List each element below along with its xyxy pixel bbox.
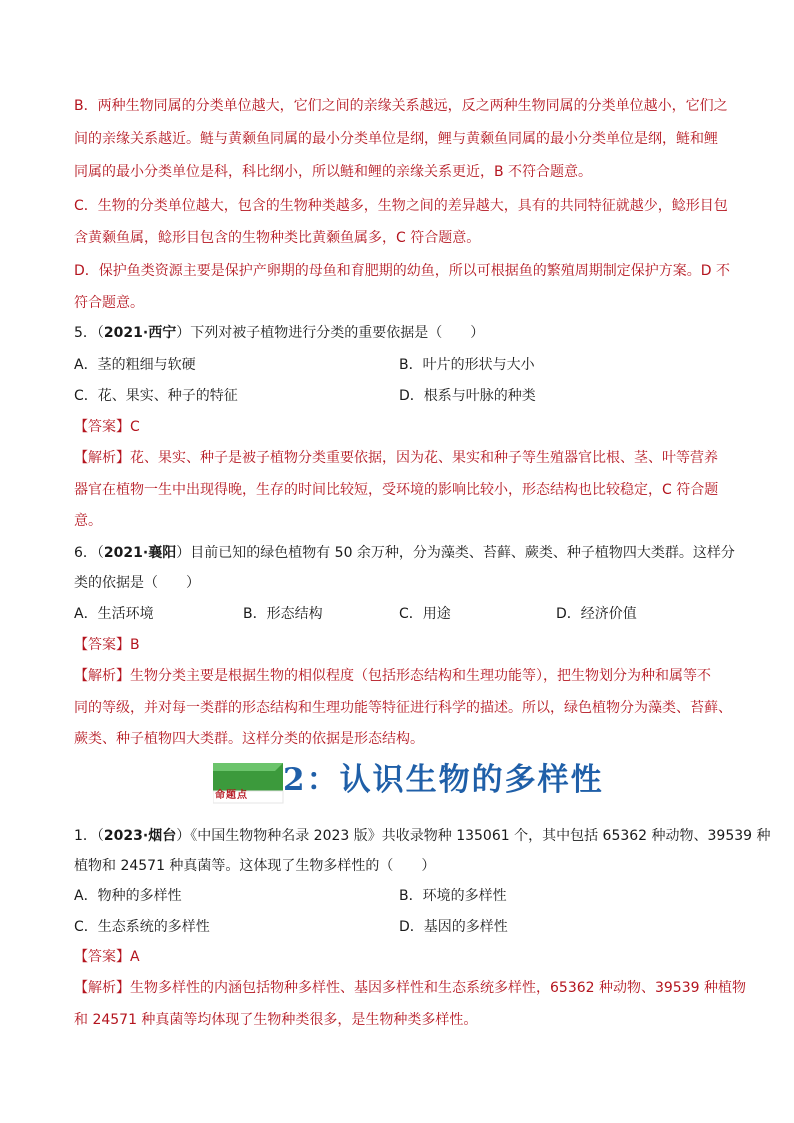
q1-answer (74, 947, 140, 967)
q1-option-c: C．生态系统的多样性 (74, 919, 210, 935)
answer-value: C (130, 419, 140, 435)
question-number: 1．（ (74, 828, 104, 844)
q5-option-b: B．叶片的形状与大小 (399, 357, 535, 373)
question-text: ）下列对被子植物进行分类的重要依据是（ ） (176, 325, 485, 341)
question-1-stem-line-2: 植物和 24571 种真菌等。这体现了生物多样性的（ ） (74, 858, 436, 874)
q1-analysis-line-2: 和 24571 种真菌等均体现了生物种类很多，是生物种类多样性。 (74, 1012, 478, 1028)
analysis-tag: 【解析】 (74, 450, 130, 466)
q5-option-a: A．茎的粗细与软硬 (74, 357, 196, 373)
question-text: ）目前已知的绿色植物有 50 余万种，分为藻类、苔藓、蕨类、种子植物四大类群。这样分 (176, 545, 735, 561)
section-title: 2：认识生物的多样性 (283, 762, 604, 798)
section-badge: 命题点 (215, 790, 248, 801)
analysis-tag: 【解析】 (74, 980, 130, 996)
question-1-stem-line-1 (74, 826, 771, 846)
analysis-text: 生物分类主要是根据生物的相似程度（包括形态结构和生理功能等），把生物划分为种和属等不 (130, 668, 711, 684)
question-source: 2021·襄阳 (103, 545, 177, 561)
explanation-b-line-2: 间的亲缘关系越近。鲢与黄颡鱼同属的最小分类单位是纲，鲤与黄颡鱼同属的最小分类单位是纲，鲢和鲤 (74, 131, 718, 147)
q6-analysis-line-3: 蕨类、种子植物四大类群。这样分类的依据是形态结构。 (74, 731, 424, 747)
analysis-tag: 【解析】 (74, 668, 130, 684)
q5-analysis-line-3: 意。 (74, 513, 102, 529)
q5-answer (74, 417, 140, 437)
q6-option-c: C．用途 (399, 606, 451, 622)
q6-option-b: B．形态结构 (243, 606, 323, 622)
q6-answer (74, 635, 140, 655)
q1-option-b: B．环境的多样性 (399, 888, 507, 904)
answer-tag: 【答案】 (74, 949, 130, 965)
question-source: 2023·烟台 (103, 828, 177, 844)
explanation-c-line-1: C．生物的分类单位越大，包含的生物种类越多，生物之间的差异越大，具有的共同特征就越少，鲶形目包 (74, 198, 728, 214)
question-5-stem (74, 323, 484, 343)
question-text: ）《中国生物物种名录 2023 版》共收录物种 135061 个，其中包括 65362 种动物、39539 种 (176, 828, 771, 844)
explanation-b-line-3: 同属的最小分类单位是科，科比纲小，所以鲢和鲤的亲缘关系更近，B 不符合题意。 (74, 164, 593, 180)
analysis-text: 花、果实、种子是被子植物分类重要依据，因为花、果实和种子等生殖器官比根、茎、叶等营养 (130, 450, 718, 466)
question-6-stem-line-1 (74, 543, 735, 563)
q5-option-c: C．花、果实、种子的特征 (74, 388, 238, 404)
question-6-stem-line-2: 类的依据是（ ） (74, 575, 200, 591)
q5-option-d: D．根系与叶脉的种类 (399, 388, 536, 404)
explanation-d-line-1: D．保护鱼类资源主要是保护产卵期的母鱼和育肥期的幼鱼，所以可根据鱼的繁殖周期制定保护方案。D 不 (74, 263, 731, 279)
explanation-d-line-2: 符合题意。 (74, 295, 144, 311)
answer-value: A (130, 949, 140, 965)
q1-option-d: D．基因的多样性 (399, 919, 508, 935)
analysis-text: 生物多样性的内涵包括物种多样性、基因多样性和生态系统多样性，65362 种动物、39539 种植物 (130, 980, 746, 996)
q6-option-a: A．生活环境 (74, 606, 154, 622)
q5-analysis-line-1 (74, 448, 718, 468)
answer-value: B (130, 637, 140, 653)
q1-option-a: A．物种的多样性 (74, 888, 182, 904)
q6-analysis-line-1 (74, 666, 711, 686)
q6-option-d: D．经济价值 (556, 606, 637, 622)
explanation-b-line-1: B．两种生物同属的分类单位越大，它们之间的亲缘关系越远，反之两种生物同属的分类单位越小，它们之 (74, 98, 728, 114)
q6-analysis-line-2: 同的等级，并对每一类群的形态结构和生理功能等特征进行科学的描述。所以，绿色植物分为藻类、苔藓、 (74, 700, 732, 716)
answer-tag: 【答案】 (74, 419, 130, 435)
answer-tag: 【答案】 (74, 637, 130, 653)
question-source: 2021·西宁 (103, 325, 177, 341)
explanation-c-line-2: 含黄颡鱼属，鲶形目包含的生物种类比黄颡鱼属多，C 符合题意。 (74, 230, 481, 246)
q1-analysis-line-1 (74, 978, 746, 998)
q5-analysis-line-2: 器官在植物一生中出现得晚，生存的时间比较短，受环境的影响比较小，形态结构也比较稳定，C 符合题 (74, 482, 719, 498)
question-number: 6．（ (74, 545, 104, 561)
question-number: 5．（ (74, 325, 104, 341)
